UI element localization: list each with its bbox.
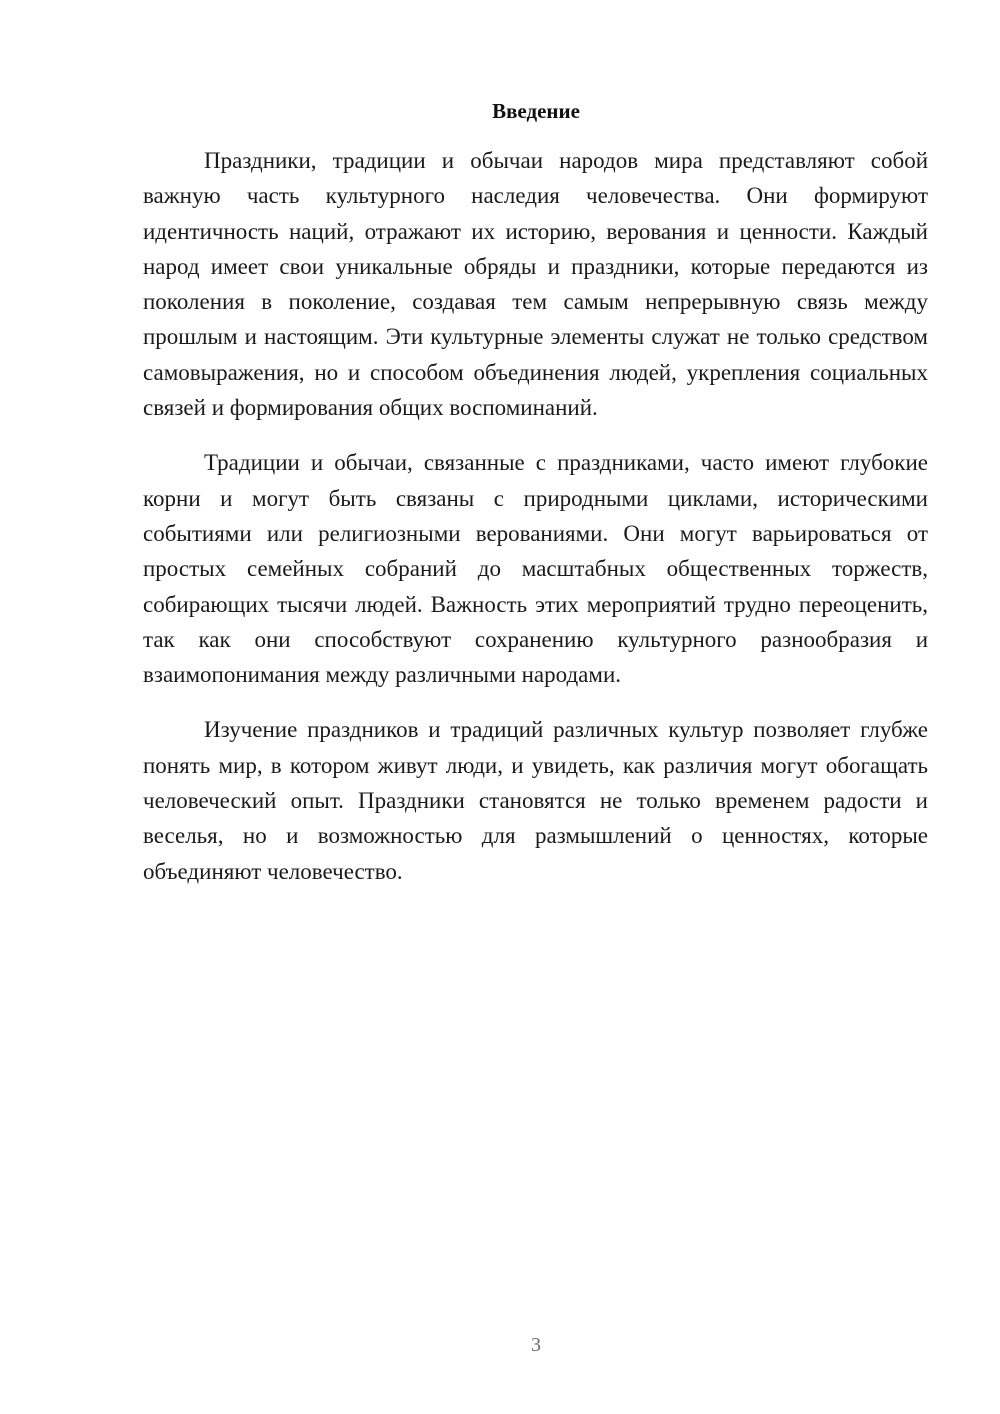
section-heading: Введение: [492, 99, 580, 123]
paragraph-1: Праздники, традиции и обычаи народов мира представляют собой важную часть культурного наследия человечества. Они формируют идентичность наций, отражают их историю, верования и ценности. Каждый народ имеет свои уникальные обряды и праздники, которые передаются из поколения в поколение, создавая тем самым непрерывную связь между прошлым и настоящим. Эти культурные элементы служат не только средством самовыражения, но и способом объединения людей, укрепления социальных связей и формирования общих воспоминаний.: [143, 148, 928, 421]
page-number: 3: [531, 1334, 541, 1356]
body-text: [143, 143, 928, 889]
paragraph-3: Изучение праздников и традиций различных культур позволяет глубже понять мир, в котором живут люди, и увидеть, как различия могут обогащать человеческий опыт. Праздники становятся не только временем радости и веселья, но и возможностью для размышлений о ценностях, которые объединяют человечество.: [143, 717, 928, 884]
paragraph-2: Традиции и обычаи, связанные с праздниками, часто имеют глубокие корни и могут быть связаны с природными циклами, историческими событиями или религиозными верованиями. Они могут варьироваться от простых семейных собраний до масштабных общественных торжеств, собирающих тысячи людей. Важность этих мероприятий трудно переоценить, так как они способствуют сохранению культурного разнообразия и взаимопонимания между различными народами.: [143, 450, 928, 688]
